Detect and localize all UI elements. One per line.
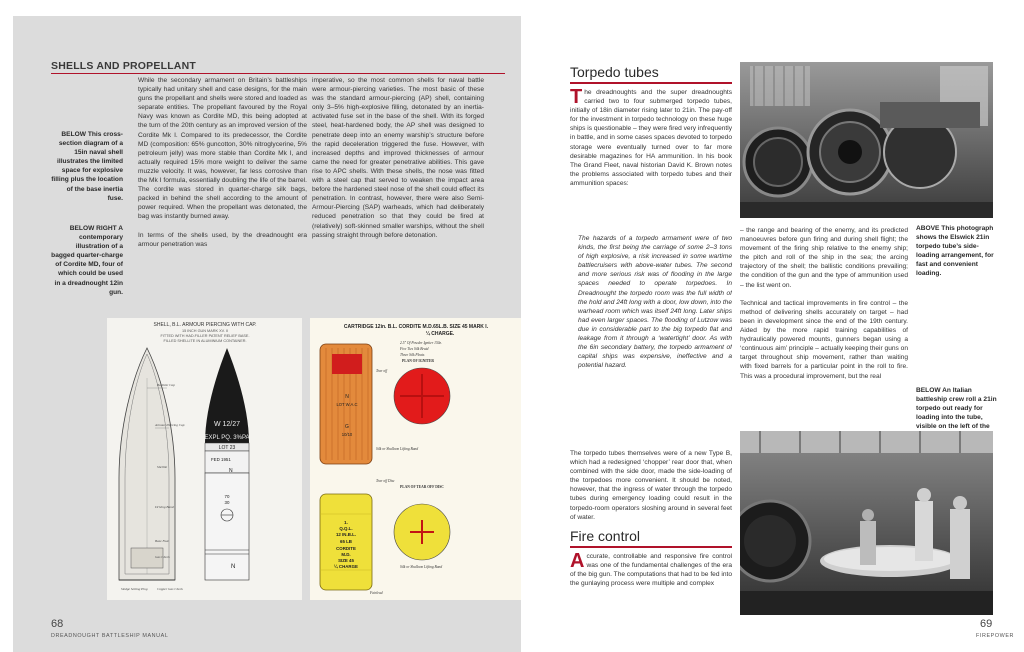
torpedo-tube-photo: [740, 62, 993, 218]
body-column-2-text: imperative, so the most common shells for naval battle were armour-piercing varieties. The most basic of these was the standard armour-piercing (AP) shell, containing only 3–5% high-explosive filling, detonated by an inertia-activated fuse set in the base of the shell. With its forged steel, heat-hardened body, the AP shell was designed to penetrate deep into an enemy warship’s structure before the rapid deceleration triggered the fuse. However, with increased depths and improved thicknesses of armour came the need for greater penetrative abilities. This gave rise to APC shells. With these shells, the nose was fitted with a steel cap that served to weaken the impact area before the hardened steel nose of the shell could effect its penetration. In contrast, however, there were also Semi-Armour-Piercing (SAP) warheads, which had deliberately reduced penetration so that they could be fired at (relatively) soft-skinned smaller warships, without the shell passing straight through before detonation.: [312, 77, 484, 239]
torpedo-title: Torpedo tubes: [570, 64, 659, 80]
body-column-1-text: While the secondary armament on Britain’s battleships typically had unitary shell and case designs, for the main guns the propellant and shells were stored and loaded as separate entities. The propellant favoured by the Royal Navy was known as Cordite MD, this being adopted at the turn of the 20th century as an improved version of the Cordite Mk I. Compared to its predecessor, the Cordite MD (composition: 65% guncotton, 30% nitroglycerine, 5% petroleum jelly) was more stable than Cordite Mk I, and actually required 15% more weight to deliver the same muzzle velocity. It was, however, far less corrosive than the Mk I formula, essentially doubling the life of the barrel. The cordite was stored in quarter-charge silk bags, packed in behind the shell according to the amount of power required. When the propellant was detonated, the bag was instantly burned away. In terms of the shells used, by the dreadnought era armour penetration was: [138, 77, 307, 248]
page-number-left: 68: [51, 618, 64, 630]
bag-yellow-line-1: 1.: [344, 520, 348, 525]
bag-yellow-line-5: CORDITE: [336, 546, 356, 551]
shell-label-foot: Sledge Setting Plug: [121, 587, 148, 591]
shell-marking-7: 30: [224, 500, 230, 505]
section-title: SHELLS AND PROPELLANT: [51, 60, 196, 72]
torpedo-body: he dreadnoughts and the super dreadnoughts carried two to four submerged torpedo tubes, initially of 18in diameter rising later to 21in. The pay-off for the investment in torpedo technology on these huge ships is questionable – they were fired very infrequently in battle, and in some cases spaces devoted to torpedo storage were eventually turned over to far more desirable magazines for HA ammunition. In his book The Grand Fleet, naval historian David K. Brown notes the problems associated with torpedo tubes and their ammunition spaces:: [570, 89, 732, 187]
body-column-1: [138, 76, 307, 324]
cordite-label-9: Silk or Shalloon Lifting Band: [400, 565, 443, 569]
cordite-label-8: PLAN OF TEAR OFF DISC: [400, 485, 444, 489]
shell-marking-4: FED 1951: [211, 457, 231, 462]
shell-label-head: Armour Piercing Cap: [155, 423, 185, 427]
caption-below-right-page-text: An Italian battleship crew roll a 21in torpedo out ready for loading into the tube, visible on the left of the: [916, 387, 997, 431]
shell-label-cap: Ballistic Cap: [157, 383, 175, 387]
torpedo-body-2-text: The torpedo tubes themselves were of a new Type B, which had a redesigned ‘chopper’ rear door that, when combined with the side door, made the side-loading of the torpedoes more convenient. It should be noted, however, that the ingress of water through the torpedo tubes during emergency loading could result in the torpedo-room operators sloshing around in several feet of water.: [570, 450, 732, 521]
fire-body: ccurate, controllable and responsive fire control was one of the fundamental challenges of the era of the big gun. The computations that had to be fed into the gunlaying process were multiple and complex: [570, 553, 732, 588]
fire-control-column-2-text: – the range and bearing of the enemy, and its predicted manoeuvres before gun firing and during shell flight; the movement of the firing ship relative to the enemy ship; the pitch and roll of the ship in the sea; the arcing trajectory of the shell; the ballistic conditions prevailing; the condition of the gun and the type of ammunition used – the list went on. Technical and tactical improvements in fire control – the method of delivering shells accurately on target – had been in development since the end of the 19th century. Aided by the more rapid training capabilities of hydraulically powered mounts, gunners began using a ‘continuous aim’ principle – actually keeping their guns on target throughout ship movement, rather than waiting with fixed barrels for a particular point in the roll to fire. This was a procedural improvement, but the real: [740, 227, 908, 380]
shell-label-band: Driving Band: [155, 505, 174, 509]
cordite-label-4: PLAN OF IGNITER: [402, 359, 435, 363]
left-page: [13, 16, 521, 652]
body-column-2: [312, 76, 484, 324]
cordite-svg: [310, 318, 521, 600]
cordite-label-5: Tear off: [376, 369, 388, 373]
shell-label-plug: Gas Check: [155, 555, 170, 559]
caption-above-text: This photograph shows the Elswick 21in torpedo tube’s side-loading arrangement, for fast and convenient loading.: [916, 225, 994, 278]
shell-label-foot2: Copper Gas Check: [157, 587, 183, 591]
shell-diagram: [107, 318, 302, 600]
shell-marking-2: EXPL PQ. 3%PA: [204, 435, 250, 441]
torpedo-crew-photo: [740, 431, 993, 615]
caption-below-lead: BELOW: [61, 131, 86, 138]
bag-yellow-line-7: SIZE 45: [338, 558, 354, 563]
fire-control-intro: [570, 552, 732, 608]
cordite-label-7: Tear off Disc: [376, 479, 395, 483]
cordite-label-1: 2.5" Of Powder Igniter 150z.: [400, 341, 442, 345]
shell-title-2: 15 INCH GUN MARK XV. II: [181, 329, 229, 333]
cordite-label-6: Silk or Shalloon Lifting Band: [376, 447, 419, 451]
torpedo-body-2: [570, 449, 732, 527]
shell-label-body: Shellite: [157, 465, 168, 469]
shell-marking-1: W 12/27: [213, 421, 241, 428]
cordite-label-10: Fairlead: [370, 591, 383, 595]
caption-below-right: [51, 224, 123, 324]
shell-marking-5: N: [229, 468, 233, 474]
torpedo-dropcap: T: [570, 88, 583, 108]
bag-red-text-2: LOT W.A.C: [336, 402, 358, 407]
fire-control-title: Fire control: [570, 528, 641, 544]
shell-marking-3: LOT 23: [218, 445, 236, 451]
cordite-title: CARTRIDGE 12in. B.L. CORDITE M.D.65L.B. SIZE 45 MARK I.: [343, 324, 489, 330]
bag-red-text-4: 10/10: [341, 432, 353, 437]
caption-below-right-page-lead: BELOW: [916, 387, 941, 394]
shell-marking-8: N: [231, 564, 236, 570]
page-number-right: 69: [980, 618, 993, 630]
section-rule: [51, 73, 505, 74]
bag-yellow-line-6: M.D.: [341, 552, 351, 557]
shell-title-3: FITTED WITH HAD.FILLER PATENT RELIEF BASE.: [160, 334, 250, 338]
shell-title-4: FILLED SHELLITE IN ALUMINIUM CONTAINER.: [163, 339, 247, 343]
bag-yellow-line-3: 12 IN.B.L.: [335, 532, 357, 537]
torpedo-rule: [570, 82, 732, 84]
caption-below: [51, 130, 123, 220]
cordite-label-3: Three Silk Pleats: [400, 353, 425, 357]
shell-title-1: SHELL, B.L. ARMOUR PIERCING WITH CAP.: [153, 322, 257, 328]
caption-below-right-lead: BELOW RIGHT: [69, 225, 117, 232]
fire-dropcap: A: [570, 552, 585, 572]
footer-left: DREADNOUGHT BATTLESHIP MANUAL: [51, 633, 169, 639]
cordite-title-2: ¼ CHARGE.: [425, 331, 455, 337]
caption-above-lead: ABOVE: [916, 225, 940, 232]
caption-above: [916, 224, 998, 308]
caption-below-right-text: A contemporary illustration of a bagged quarter-charge of Cordite MD, four of which could be used in a dreadnought 12in gun.: [51, 225, 123, 296]
bag-red-text-3: G: [345, 424, 349, 430]
torpedo-photo-svg: [740, 62, 993, 218]
caption-below-text: This cross-section diagram of a 15in naval shell illustrates the limited space for explosive filling plus the location of the base inertia fuse.: [51, 131, 123, 202]
quote-block: The hazards of a torpedo armament were of two kinds, the first being the carriage of some 2–3 tons of high explosive, a risk increased in some wartime battlecruisers with above-water tubes. The second and more serious risk was of flooding in the large spaces needed to operate torpedoes. In Dreadnought the torpedo room was the full width of the hold and 24ft long with a door, low down, into the warhead room which was itself 24ft long. Later ships had even larger spaces. The flooding of Lutzow was due in considerable part to the big torpedo flat and leakage from it through a ‘watertight’ door. As with the 6in secondary battery, the torpedo armament of capital ships was expensive, ineffective and a potential hazard.: [578, 235, 732, 370]
cordite-label-2: Five Ties Silk Braid: [400, 347, 429, 351]
bag-red-text-1: N: [345, 394, 349, 400]
torpedo-intro: [570, 88, 732, 228]
crew-photo-svg: [740, 431, 993, 615]
footer-right: FIREPOWER: [976, 633, 1015, 639]
shell-label-base: Base Fuze: [155, 539, 170, 543]
bag-yellow-line-8: ¼ CHARGE: [334, 564, 358, 569]
shell-diagram-svg: [107, 318, 302, 600]
bag-yellow-line-4: 65 LB: [340, 539, 352, 544]
shell-marking-6: 70: [224, 494, 230, 499]
fire-control-rule: [570, 546, 732, 548]
bag-yellow-line-2: Q.Q.L.: [339, 526, 353, 531]
fire-control-column-2: [740, 226, 908, 438]
cordite-illustration: [310, 318, 521, 600]
right-page: [540, 16, 1020, 652]
